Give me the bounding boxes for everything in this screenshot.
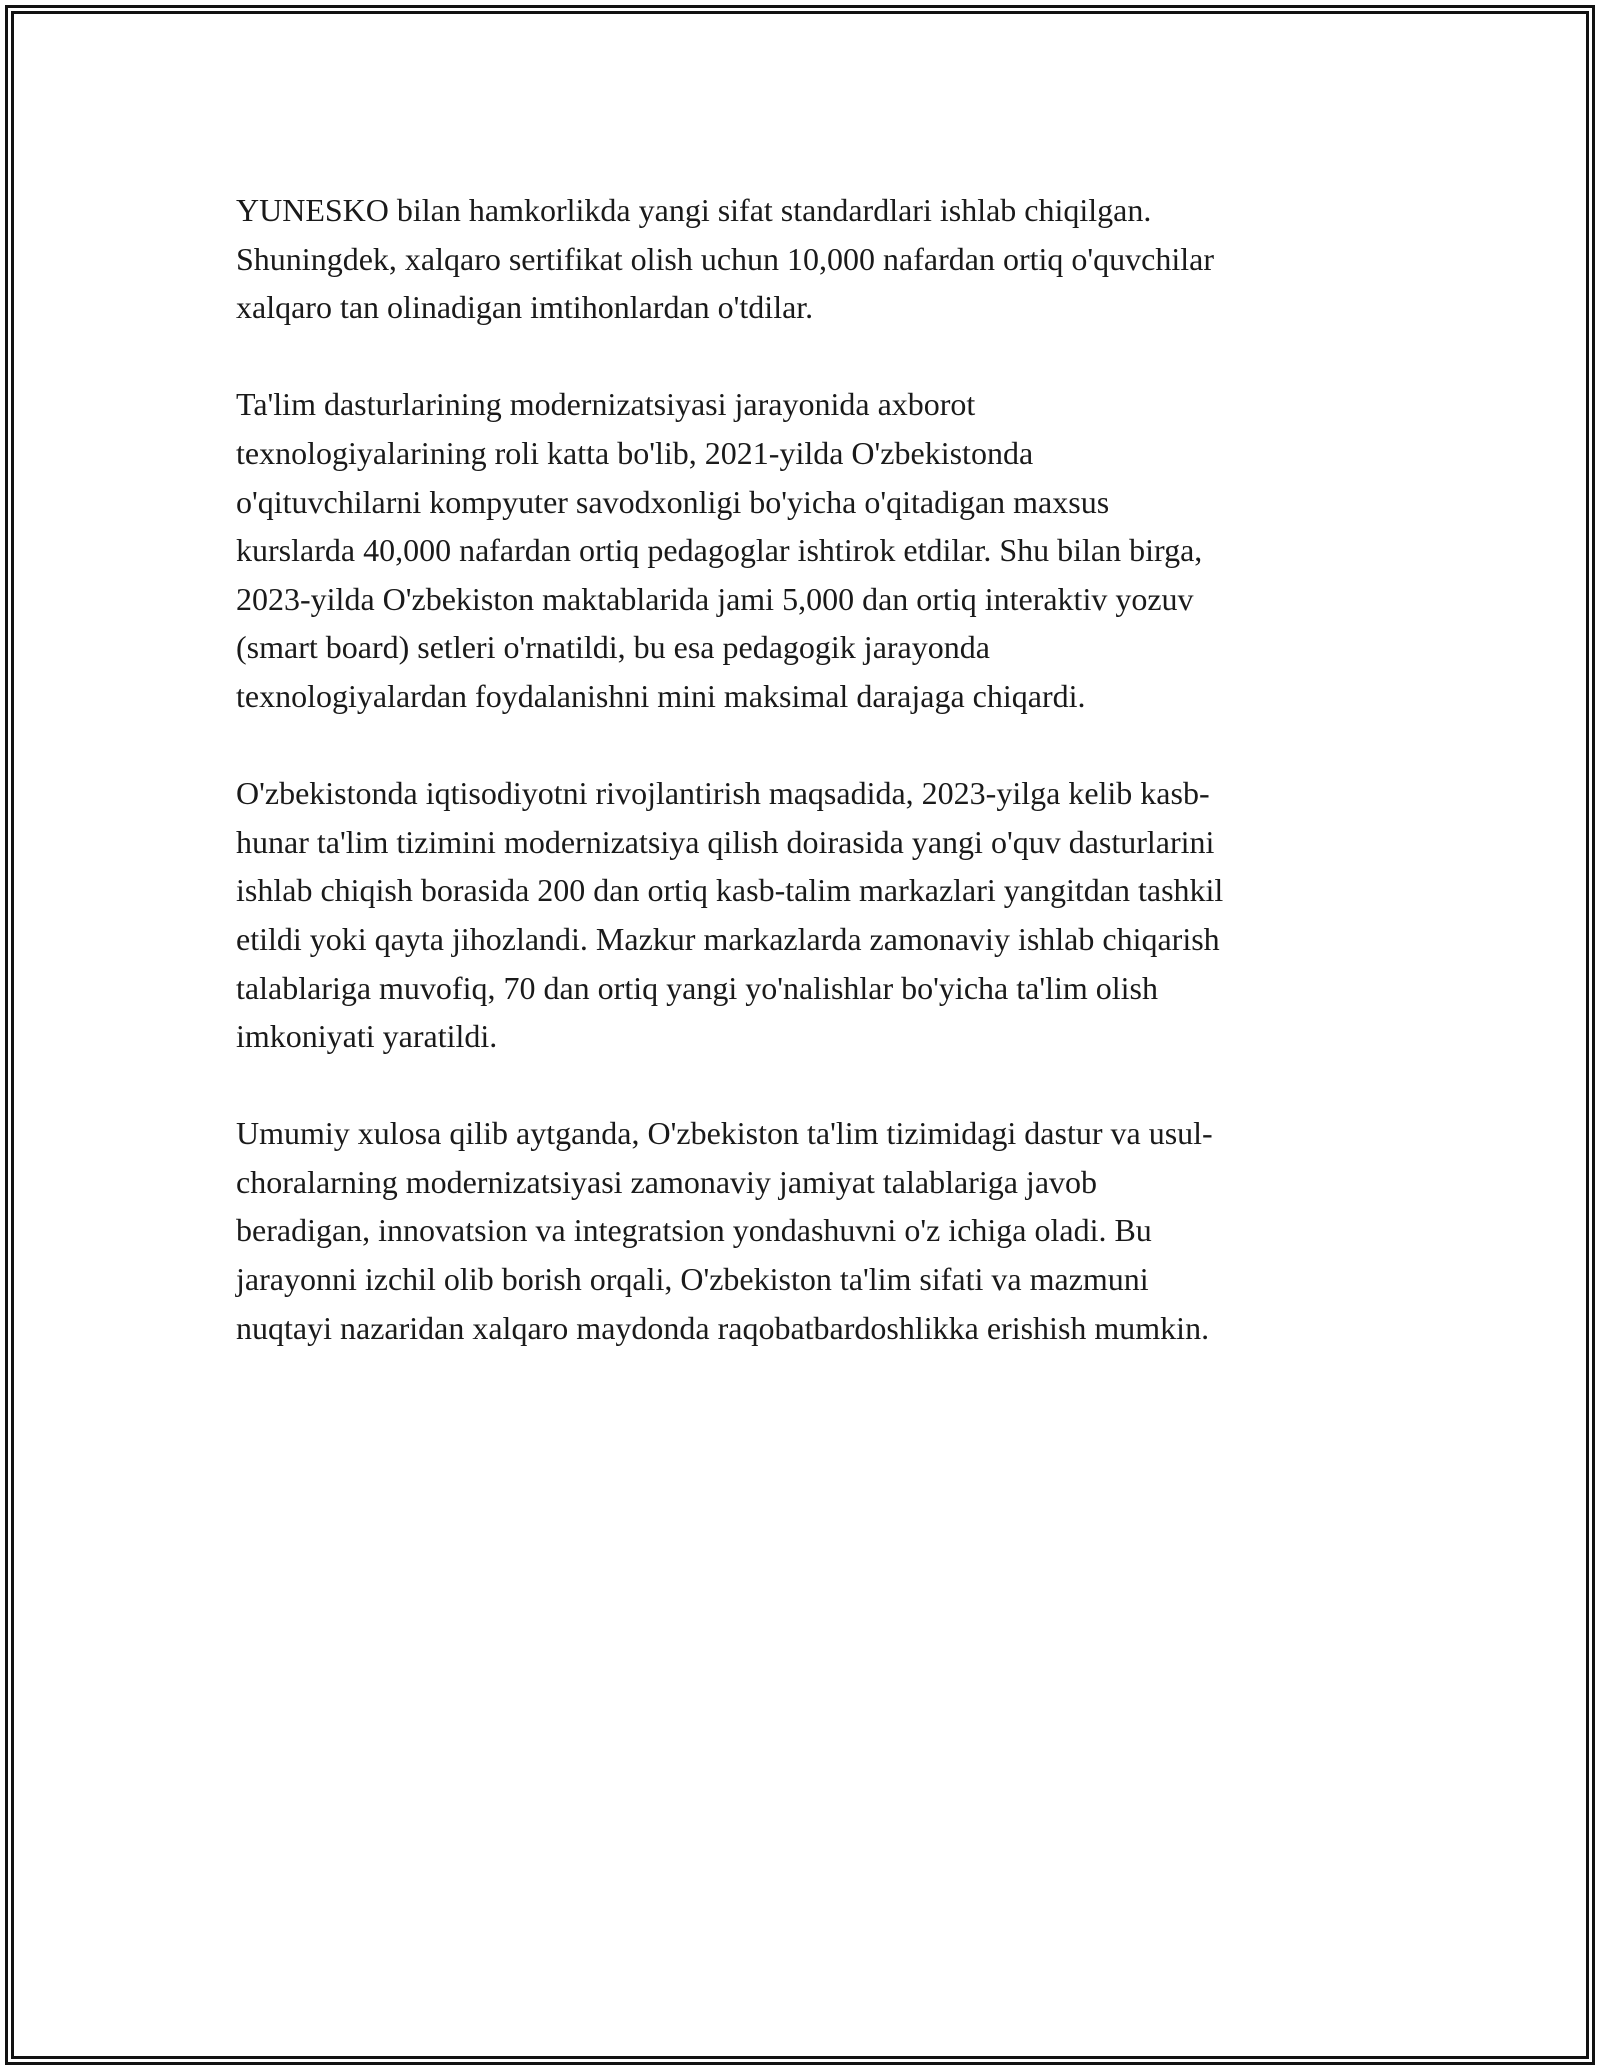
paragraph-conclusion: Umumiy xulosa qilib aytganda, O'zbekiston ta'lim tizimidagi dastur va usul- choralarning modernizatsiyasi zamonaviy jamiyat talablariga javob beradigan, innovatsion va integratsion yondashuvni o'z ichiga oladi. Bu jarayonni izchil olib borish orqali, O'zbekiston ta'lim sifati va mazmuni nuqtayi nazaridan xalqaro maydonda raqobatbardoshlikka erishish mumkin. (236, 1115, 1213, 1346)
paragraph-vocational-education: O'zbekistonda iqtisodiyotni rivojlantirish maqsadida, 2023-yilga kelib kasb- hunar ta'lim tizimini modernizatsiya qilish doirasida yangi o'quv dasturlarini ishlab chiqish borasida 200 dan ortiq kasb-talim markazlari yangitdan tashkil etildi yoki qayta jihozlandi. Mazkur markazlarda zamonaviy ishlab chiqarish talablariga muvofiq, 70 dan ortiq yangi yo'nalishlar bo'yicha ta'lim olish imkoniyati yaratildi. (236, 775, 1224, 1055)
paragraph-it-modernization: Ta'lim dasturlarining modernizatsiyasi jarayonida axborot texnologiyalarining roli katta bo'lib, 2021-yilda O'zbekistonda o'qituvchilarni kompyuter savodxonligi bo'yicha o'qitadigan maxsus kurslarda 40,000 nafardan ortiq pedagoglar ishtirok etdilar. Shu bilan birga, 2023-yilda O'zbekiston maktablarida jami 5,000 dan ortiq interaktiv yozuv (smart board) setleri o'rnatildi, bu esa pedagogik jarayonda texnologiyalardan foydalanishni mini maksimal darajaga chiqardi. (236, 386, 1203, 714)
paragraph-unesco-standards: YUNESKO bilan hamkorlikda yangi sifat standardlari ishlab chiqilgan. Shuningdek, xalqaro sertifikat olish uchun 10,000 nafardan ortiq o'quvchilar xalqaro tan olinadigan imtihonlardan o'tdilar. (236, 192, 1214, 326)
document-body (236, 186, 1371, 1401)
